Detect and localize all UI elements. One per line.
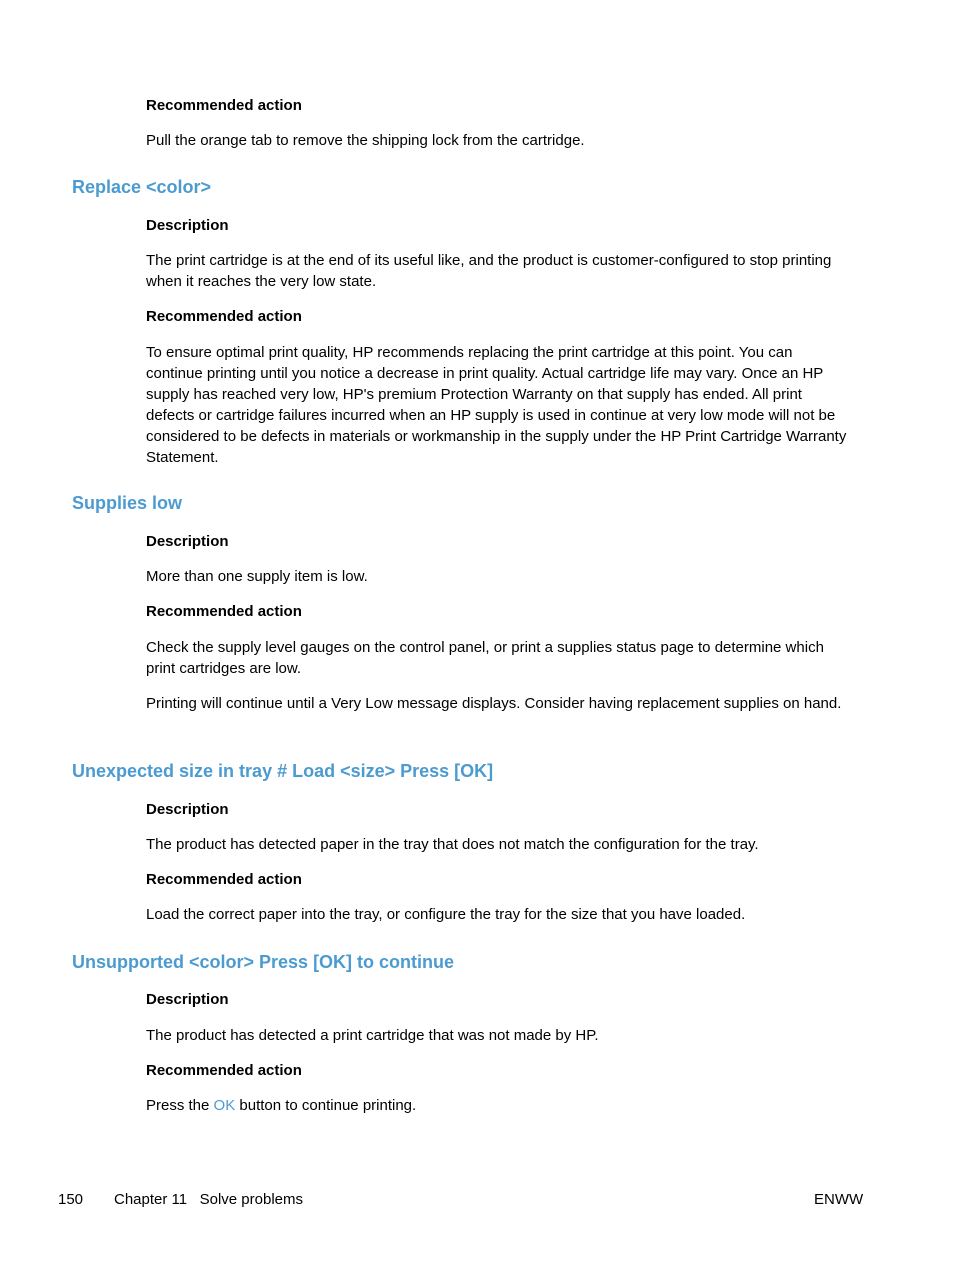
section-action-text: Load the correct paper into the tray, or configure the tray for the size that you have loaded. — [146, 906, 746, 923]
action-text-prefix: Press the — [146, 1097, 214, 1114]
section-description-text: The product has detected a print cartridge that was not made by HP. — [146, 1027, 599, 1044]
section-title-unexpected-size: Unexpected size in tray # Load <size> Press [OK] — [72, 761, 494, 781]
section-action-text-2: Printing will continue until a Very Low message displays. Consider having replacement supplies on hand. — [146, 695, 842, 712]
section-action-label: Recommended action — [146, 603, 302, 620]
intro-action-label: Recommended action — [146, 97, 302, 114]
chapter-title: Chapter 11 Solve problems — [114, 1191, 303, 1208]
section-action-text — [146, 1095, 851, 1116]
section-action-text: To ensure optimal print quality, HP recommends replacing the print cartridge at this point. You can continue printing until you notice a decrease in print quality. Actual cartridge life may vary. Once an HP supply has reached very low, HP's premium Protection Warranty on that supply has ended. All print defects or cartridge failures incurred when an HP supply is used in continue at very low mode will not be considered to be defects in materials or workmanship in the supply under the HP Print Cartridge Warranty Statement. — [146, 344, 847, 466]
section-description-label: Description — [146, 533, 229, 550]
section-description-text: The product has detected paper in the tray that does not match the configuration for the tray. — [146, 836, 759, 853]
section-action-label: Recommended action — [146, 308, 302, 325]
section-title-unsupported-color: Unsupported <color> Press [OK] to continue — [72, 952, 455, 972]
section-description-label: Description — [146, 991, 229, 1008]
ok-button-reference[interactable]: OK — [213, 1097, 236, 1114]
intro-action-text: Pull the orange tab to remove the shipping lock from the cartridge. — [146, 132, 585, 149]
section-action-label: Recommended action — [146, 1062, 302, 1079]
document-code: ENWW — [814, 1191, 864, 1208]
section-title-replace-color: Replace <color> — [72, 177, 212, 197]
section-title-supplies-low: Supplies low — [72, 493, 183, 513]
section-description-label: Description — [146, 801, 229, 818]
section-action-label: Recommended action — [146, 871, 302, 888]
section-description-label: Description — [146, 217, 229, 234]
section-description-text: More than one supply item is low. — [146, 568, 368, 585]
page-number: 150 — [58, 1191, 84, 1208]
section-action-text: Check the supply level gauges on the control panel, or print a supplies status page to determine which print cartridges are low. — [146, 639, 824, 677]
section-description-text: The print cartridge is at the end of its useful like, and the product is customer-configured to stop printing when it reaches the very low state. — [146, 252, 832, 290]
action-text-suffix: button to continue printing. — [235, 1097, 417, 1114]
